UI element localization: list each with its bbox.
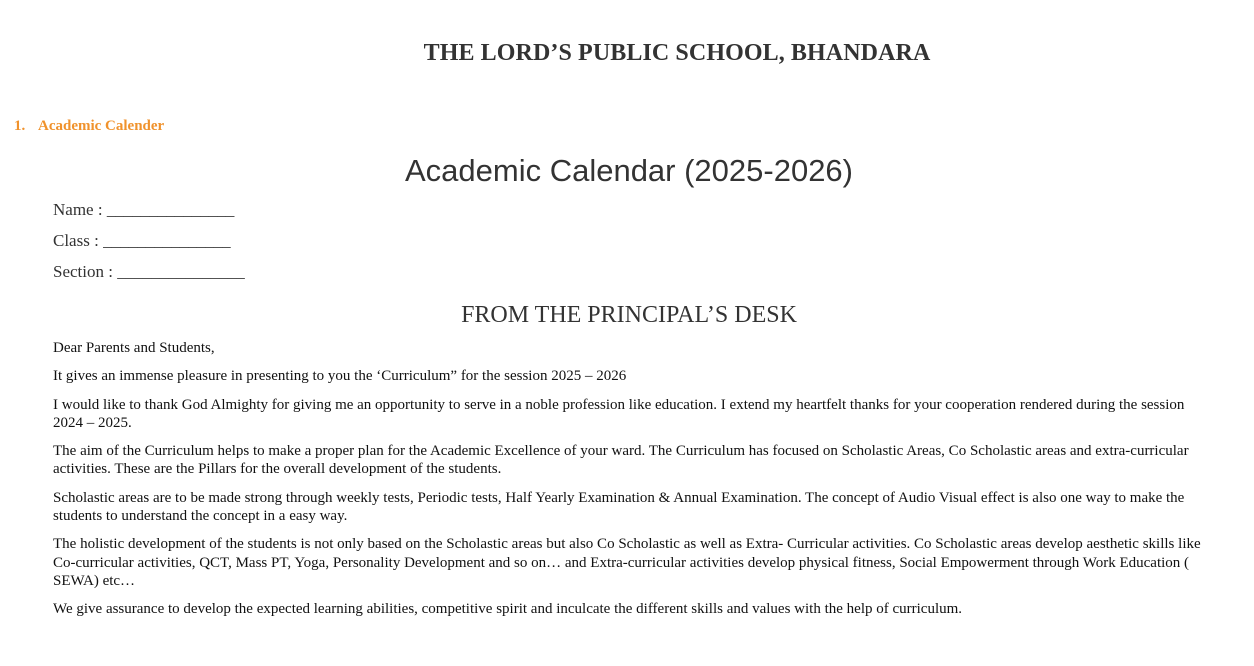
section-number: 1.	[14, 118, 26, 134]
principal-letter	[53, 339, 1213, 629]
class-label: Class :	[53, 231, 99, 250]
section-blank: _______________	[117, 262, 245, 281]
school-title: THE LORD’S PUBLIC SCHOOL, BHANDARA	[423, 40, 931, 66]
letter-paragraph: I would like to thank God Almighty for giving me an opportunity to serve in a noble profession like education. I extend my heartfelt thanks for your cooperation rendered during the session 2024 – 2025.	[53, 396, 1185, 431]
section-title: Academic Calender	[38, 118, 165, 134]
letter-paragraph: Scholastic areas are to be made strong through weekly tests, Periodic tests, Half Yearly Examination & Annual Examination. The concept of Audio Visual effect is also one way to make the students to understand the concept in a easy way.	[53, 489, 1185, 525]
calendar-title: Academic Calendar (2025-2026)	[404, 153, 854, 188]
class-blank: _______________	[103, 231, 231, 250]
letter-paragraph: We give assurance to develop the expected learning abilities, competitive spirit and inculcate the different skills and values with the help of curriculum.	[53, 601, 963, 618]
name-label: Name :	[53, 200, 103, 219]
section-heading	[14, 118, 164, 135]
name-blank: _______________	[106, 200, 235, 219]
class-field	[53, 230, 245, 261]
section-field	[53, 261, 245, 292]
name-field	[53, 199, 245, 230]
principal-desk-heading: FROM THE PRINCIPAL’S DESK	[461, 302, 797, 328]
student-info-fields	[53, 199, 245, 292]
letter-paragraph: Dear Parents and Students,	[53, 340, 215, 356]
letter-paragraph: The holistic development of the students is not only based on the Scholastic areas but also Co Scholastic as well as Extra- Curricular activities. Co Scholastic areas develop aesthetic skills like Co-curricular activities, QCT, Mass PT, Yoga, Personality Development and so on… and Extra-curricular activities develop physical fitness, Social Empowerment through Work Education ( SEWA) etc…	[53, 536, 1201, 589]
letter-paragraph: The aim of the Curriculum helps to make a proper plan for the Academic Excellence of your ward. The Curriculum has focused on Scholastic Areas, Co Scholastic areas and extra-curricular activities. These are the Pillars for the overall development of the students.	[53, 443, 1189, 478]
letter-paragraph: It gives an immense pleasure in presenting to you the ‘Curriculum” for the session 2025 – 2026	[53, 368, 627, 385]
section-label: Section :	[53, 262, 113, 281]
